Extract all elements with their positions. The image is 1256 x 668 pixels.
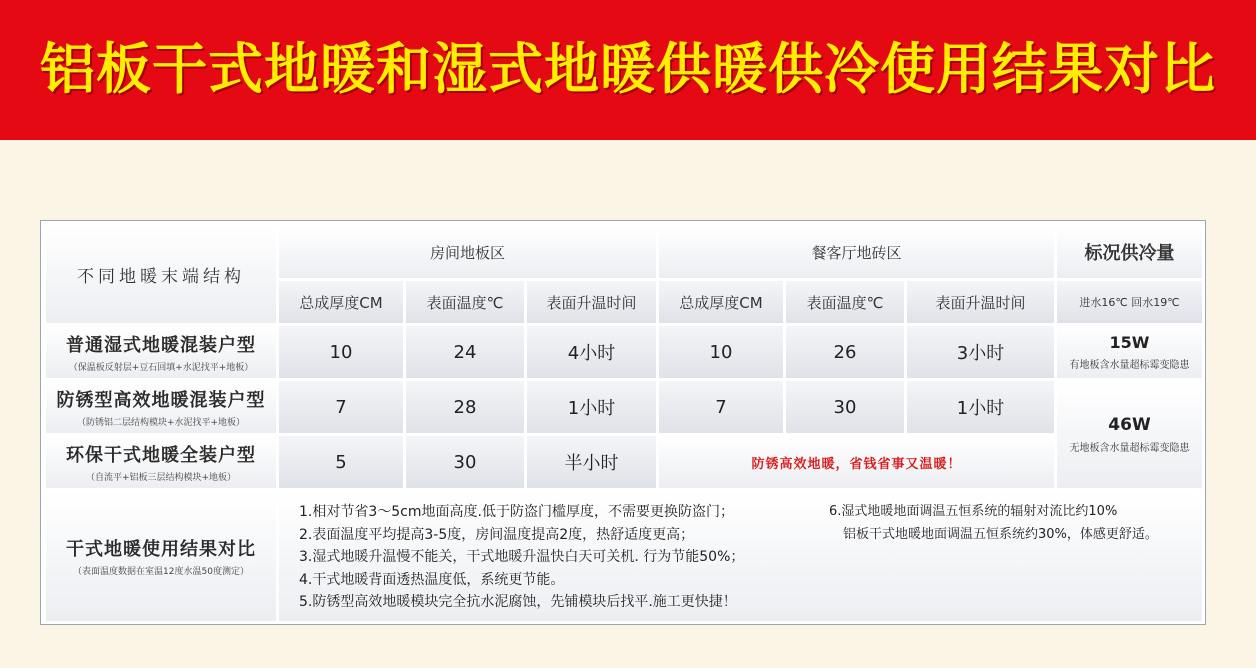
note-item: 5.防锈型高效地暖模块完全抗水泥腐蚀，先铺模块后找平.施工更快捷！ (299, 594, 737, 610)
note-item: 4.干式地暖背面透热温度低，系统更节能。 (299, 571, 565, 588)
cell-value: 3小时 (956, 343, 1005, 364)
cooling-subheader-label: 进水16℃ 回水19℃ (1079, 296, 1180, 309)
cell-value: 半小时 (564, 453, 619, 474)
row-name: 普通湿式地暖混装户型 (66, 335, 256, 356)
note-item: 铝板干式地暖地面调温五恒系统约30%，体感更舒适。 (843, 526, 1158, 542)
cell-value: 5 (335, 451, 347, 473)
cell-value: 30 (833, 396, 857, 418)
cell-value: 7 (715, 396, 727, 418)
table-cell (659, 381, 783, 433)
group-cooling-label: 标况供冷量 (1084, 243, 1175, 264)
cell-value: 10 (329, 341, 353, 363)
column-header (279, 281, 403, 323)
row-note: （保温板反射层+豆石回填+水泥找平+地板） (68, 363, 254, 373)
cooling-cell (1057, 381, 1202, 488)
row-note: （防锈铝二层结构模块+水泥找平+地板） (76, 418, 246, 428)
cell-value: 30 (453, 451, 477, 473)
column-header (659, 281, 783, 323)
row-label (46, 436, 276, 488)
row-label (46, 381, 276, 433)
cell-value: 1小时 (956, 398, 1005, 419)
cell-value: 26 (833, 341, 857, 363)
row-name: 防锈型高效地暖混装户型 (56, 390, 266, 411)
table-cell (659, 326, 783, 378)
column-header-label: 表面升温时间 (546, 293, 637, 312)
table-cell (527, 436, 656, 488)
row-note: （自流平+铝板三层结构模块+地板） (85, 473, 237, 483)
table-cell (907, 326, 1054, 378)
title-banner (0, 0, 1256, 140)
cell-value: 1小时 (567, 398, 616, 419)
group-header-room (279, 226, 656, 278)
column-header-label: 表面升温时间 (935, 293, 1026, 312)
table-cell (406, 381, 524, 433)
group-room-label: 房间地板区 (429, 243, 505, 262)
page-title: 铝板干式地暖和湿式地暖供暖供冷使用结果对比 (39, 36, 1216, 101)
table-cell (907, 381, 1054, 433)
column-header (406, 281, 524, 323)
group-header-dining (659, 226, 1054, 278)
note-item: 2.表面温度平均提高3-5度，房间温度提高2度，热舒适度更高； (299, 526, 695, 543)
column-header (786, 281, 904, 323)
cell-value: 4小时 (567, 343, 616, 364)
notes-left-column (299, 501, 744, 614)
cell-value: 7 (335, 396, 347, 418)
table-cell (527, 326, 656, 378)
cooling-cell (1057, 326, 1202, 378)
table-cell (527, 381, 656, 433)
cooling-note: 无地板含水量超标霉变隐患 (1069, 443, 1190, 454)
row-name: 环保干式地暖全装户型 (66, 445, 256, 466)
table-cell (279, 381, 403, 433)
cell-value: 10 (709, 341, 733, 363)
column-header-label: 总成厚度CM (679, 293, 763, 312)
column-header (527, 281, 656, 323)
row-label (46, 326, 276, 378)
table-cell (279, 326, 403, 378)
slogan-cell (659, 436, 1054, 488)
cell-value: 28 (453, 396, 477, 418)
table-cell (406, 436, 524, 488)
cooling-value: 46W (1108, 415, 1151, 435)
column-header-label: 表面温度℃ (806, 293, 884, 312)
summary-label: 干式地暖使用结果对比 (66, 539, 256, 560)
comparison-table (40, 220, 1206, 625)
cooling-note: 有地板含水量超标霉变隐患 (1069, 360, 1190, 371)
group-header-cooling (1057, 226, 1202, 278)
note-item: 6.湿式地暖地面调温五恒系统的辐射对流比约10% (829, 504, 1118, 519)
table-cell (406, 326, 524, 378)
corner-label: 不同地暖末端结构 (77, 267, 245, 287)
cooling-subheader (1057, 281, 1202, 323)
summary-note: （表面温度数据在室温12度水温50度测定） (73, 567, 249, 577)
group-dining-label: 餐客厅地砖区 (811, 243, 902, 262)
column-header-label: 总成厚度CM (299, 293, 383, 312)
note-item: 3.湿式地暖升温慢不能关，干式地暖升温快白天可关机. 行为节能50%； (299, 549, 745, 565)
summary-label-cell (46, 491, 276, 621)
column-header (907, 281, 1054, 323)
notes-right-column (829, 501, 1158, 546)
table-cell (786, 381, 904, 433)
slogan-text: 防锈高效地暖，省钱省事又温暖！ (751, 456, 962, 472)
column-header-label: 表面温度℃ (426, 293, 504, 312)
table-cell (279, 436, 403, 488)
table-cell (786, 326, 904, 378)
cooling-value: 15W (1109, 333, 1150, 352)
note-item: 1.相对节省3～5cm地面高度.低于防盗门槛厚度，不需要更换防盗门； (299, 504, 734, 520)
summary-notes (279, 491, 1202, 621)
corner-header (46, 226, 276, 323)
cell-value: 24 (453, 341, 477, 363)
